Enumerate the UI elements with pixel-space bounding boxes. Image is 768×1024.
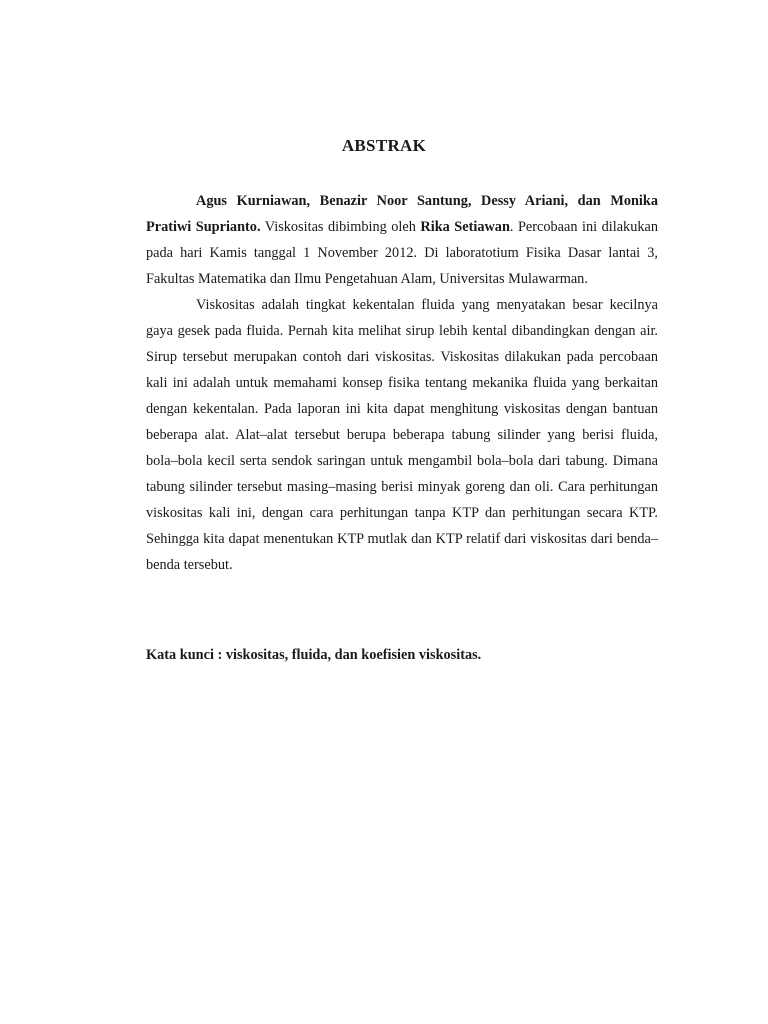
- paragraph-1-text-b: . Percobaan ini dilakukan pada hari Kamis tanggal 1 November 2012. Di laboratotium Fisika Dasar lantai 3, Fakultas Matematika dan Ilmu Pengetahuan Alam, Universitas Mulawarman.: [146, 219, 659, 287]
- keywords: Kata kunci : viskositas, fluida, dan koefisien viskositas.: [146, 647, 482, 663]
- abstract-paragraph-2: Viskositas adalah tingkat kekentalan fluida yang menyatakan besar kecilnya gaya gesek pada fluida. Pernah kita melihat sirup lebih kental dibandingkan dengan air. Sirup tersebut merupakan contoh dari viskositas. Viskositas dilakukan pada percobaan kali ini adalah untuk memahami konsep fisika tentang mekanika fluida yang berkaitan dengan kekentalan. Pada laporan ini kita dapat menghitung viskositas dengan bantuan beberapa alat. Alat–alat tersebut berupa beberapa tabung silinder yang berisi fluida, bola–bola kecil serta sendok saringan untuk mengambil bola–bola dari tabung. Dimana tabung silinder tersebut masing–masing berisi minyak goreng dan oli. Cara perhitungan viskositas kali ini, dengan cara perhitungan tanpa KTP dan perhitungan secara KTP. Sehingga kita dapat menentukan KTP mutlak dan KTP relatif dari viskositas dari benda–benda tersebut.: [146, 297, 658, 573]
- supervisor-name: Rika Setiawan: [420, 219, 510, 235]
- abstract-paragraph-1: [146, 188, 658, 292]
- abstract-body: [146, 188, 658, 578]
- paragraph-1-text-a: Viskositas dibimbing oleh: [260, 219, 421, 235]
- author-names: Agus Kurniawan, Benazir Noor Santung, Dessy Ariani, dan Monika Pratiwi Suprianto.: [146, 193, 658, 235]
- document-title: ABSTRAK: [341, 136, 427, 155]
